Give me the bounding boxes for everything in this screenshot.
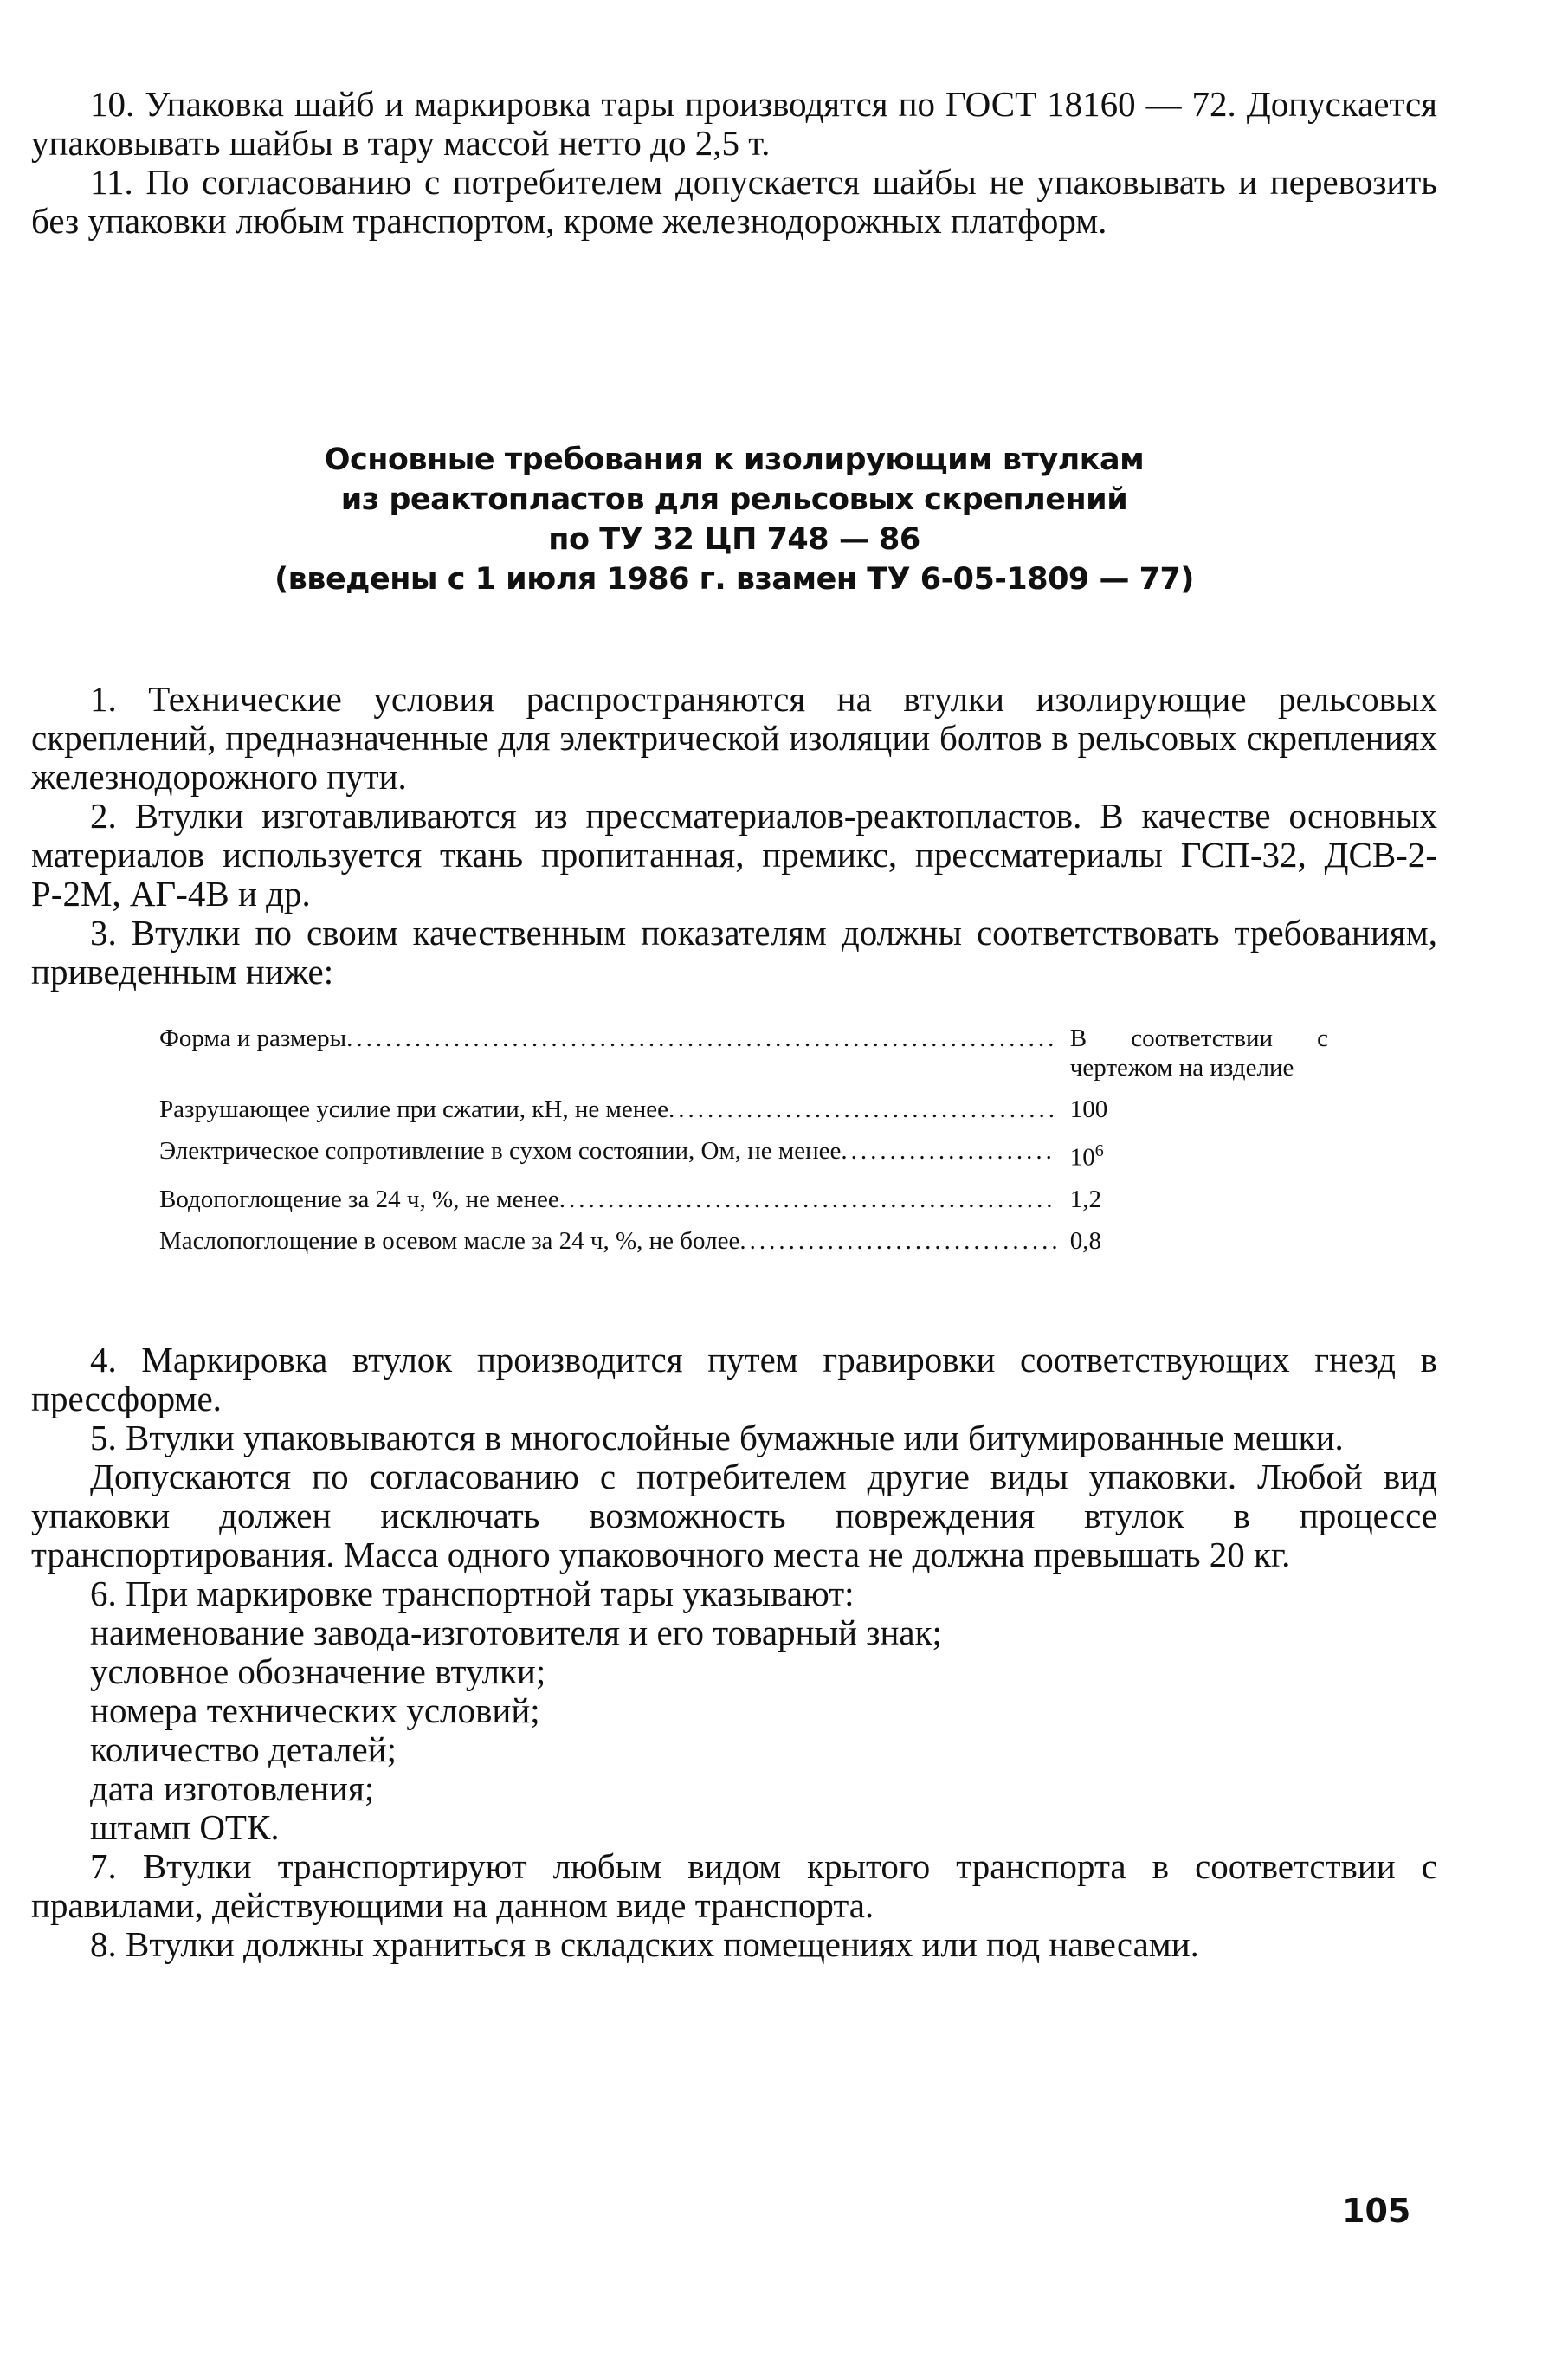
requirement-row (159, 1226, 1328, 1256)
heading-line-4: (введены с 1 июля 1986 г. взамен ТУ 6-05-1809 — 77) (274, 562, 1194, 597)
requirement-value (1070, 1136, 1328, 1173)
paragraph-5-continued: Допускаются по согласованию с потребителем другие виды упаковки. Любой вид упаковки должен исключать возможность повреждения втулок в процессе транспортирования. Масса одного упаковочного места не должна превышать 20 кг. (31, 1457, 1437, 1574)
page-number: 105 (1342, 2192, 1411, 2230)
marking-list-item: количество деталей; (90, 1729, 397, 1769)
paragraph-4: 4. Маркировка втулок производится путем гравировки соответствующих гнезд в прессформе. (31, 1340, 1437, 1418)
heading-line-3: по ТУ 32 ЦП 748 — 86 (548, 522, 920, 557)
requirement-label: Форма и размеры (159, 1024, 347, 1052)
leader-dots (841, 1136, 1055, 1166)
requirement-label: Электрическое сопротивление в сухом состоянии, Ом, не менее (159, 1137, 842, 1165)
requirement-row (159, 1185, 1328, 1214)
paragraph-3: 3. Втулки по своим качественным показателям должны соответствовать требованиям, приведенным ниже: (31, 913, 1437, 992)
paragraph-2: 2. Втулки изготавливаются из прессматериалов-реактопластов. В качестве основных материалов используется ткань пропитанная, премикс, прессматериалы ГСП-32, ДСВ-2-Р-2М, АГ-4В и др. (31, 796, 1437, 914)
leader-dots (559, 1185, 1056, 1214)
requirement-value-base: 10 (1069, 1143, 1095, 1172)
leader-dots (739, 1226, 1055, 1256)
paragraph-7: 7. Втулки транспортируют любым видом крытого транспорта в соответствии с правилами, действующими на данном виде транспорта. (31, 1846, 1437, 1925)
leader-dots (346, 1024, 1056, 1053)
paragraph-1: 1. Технические условия распространяются на втулки изолирующие рельсовых скреплений, предназначенные для электрической изоляции болтов в рельсовых скреплениях железнодорожного пути. (31, 679, 1437, 797)
requirements-table (159, 1024, 1328, 1268)
requirement-value: 1,2 (1069, 1185, 1102, 1213)
marking-list-item: наименование завода-изготовителя и его товарный знак; (90, 1612, 942, 1652)
paragraph-11: 11. По согласованию с потребителем допускается шайбы не упаковывать и перевозить без упаковки любым транспортом, кроме железнодорожных платформ. (31, 162, 1437, 241)
heading-line-1: Основные требования к изолирующим втулкам (324, 443, 1145, 477)
marking-list-item: дата изготовления; (90, 1768, 375, 1808)
paragraph-10: 10. Упаковка шайб и маркировка тары производятся по ГОСТ 18160 — 72. Допускается упаковывать шайбы в тару массой нетто до 2,5 т. (31, 84, 1437, 163)
requirement-row (159, 1136, 1328, 1173)
paragraph-8: 8. Втулки должны храниться в складских помещениях или под навесами. (90, 1924, 1199, 1964)
requirement-row (159, 1024, 1328, 1082)
marking-list-item: номера технических условий; (90, 1690, 540, 1730)
requirement-label: Маслопоглощение в осевом масле за 24 ч, %, не более (159, 1226, 740, 1255)
paragraph-5: 5. Втулки упаковываются в многослойные бумажные или битумированные мешки. (90, 1418, 1344, 1457)
leader-dots (668, 1095, 1056, 1124)
paragraph-6: 6. При маркировке транспортной тары указывают: (90, 1573, 855, 1613)
requirement-value: В соответствии с чертежом на изделие (1069, 1024, 1328, 1082)
requirement-row (159, 1095, 1328, 1124)
main-section (31, 680, 1437, 992)
requirement-label: Разрушающее усилие при сжатии, кН, не менее (159, 1095, 668, 1123)
requirement-label: Водопоглощение за 24 ч, %, не менее (159, 1185, 559, 1213)
marking-list-item: штамп ОТК. (90, 1807, 280, 1847)
lower-section (31, 1341, 1437, 1964)
section-heading (31, 440, 1437, 599)
marking-list-item: условное обозначение втулки; (90, 1651, 546, 1691)
requirement-value: 100 (1069, 1095, 1108, 1123)
top-section (31, 85, 1437, 241)
heading-line-2: из реактопластов для рельсовых скреплений (340, 482, 1128, 517)
requirement-value: 0,8 (1069, 1226, 1102, 1255)
requirement-value-exponent: 6 (1094, 1141, 1104, 1160)
